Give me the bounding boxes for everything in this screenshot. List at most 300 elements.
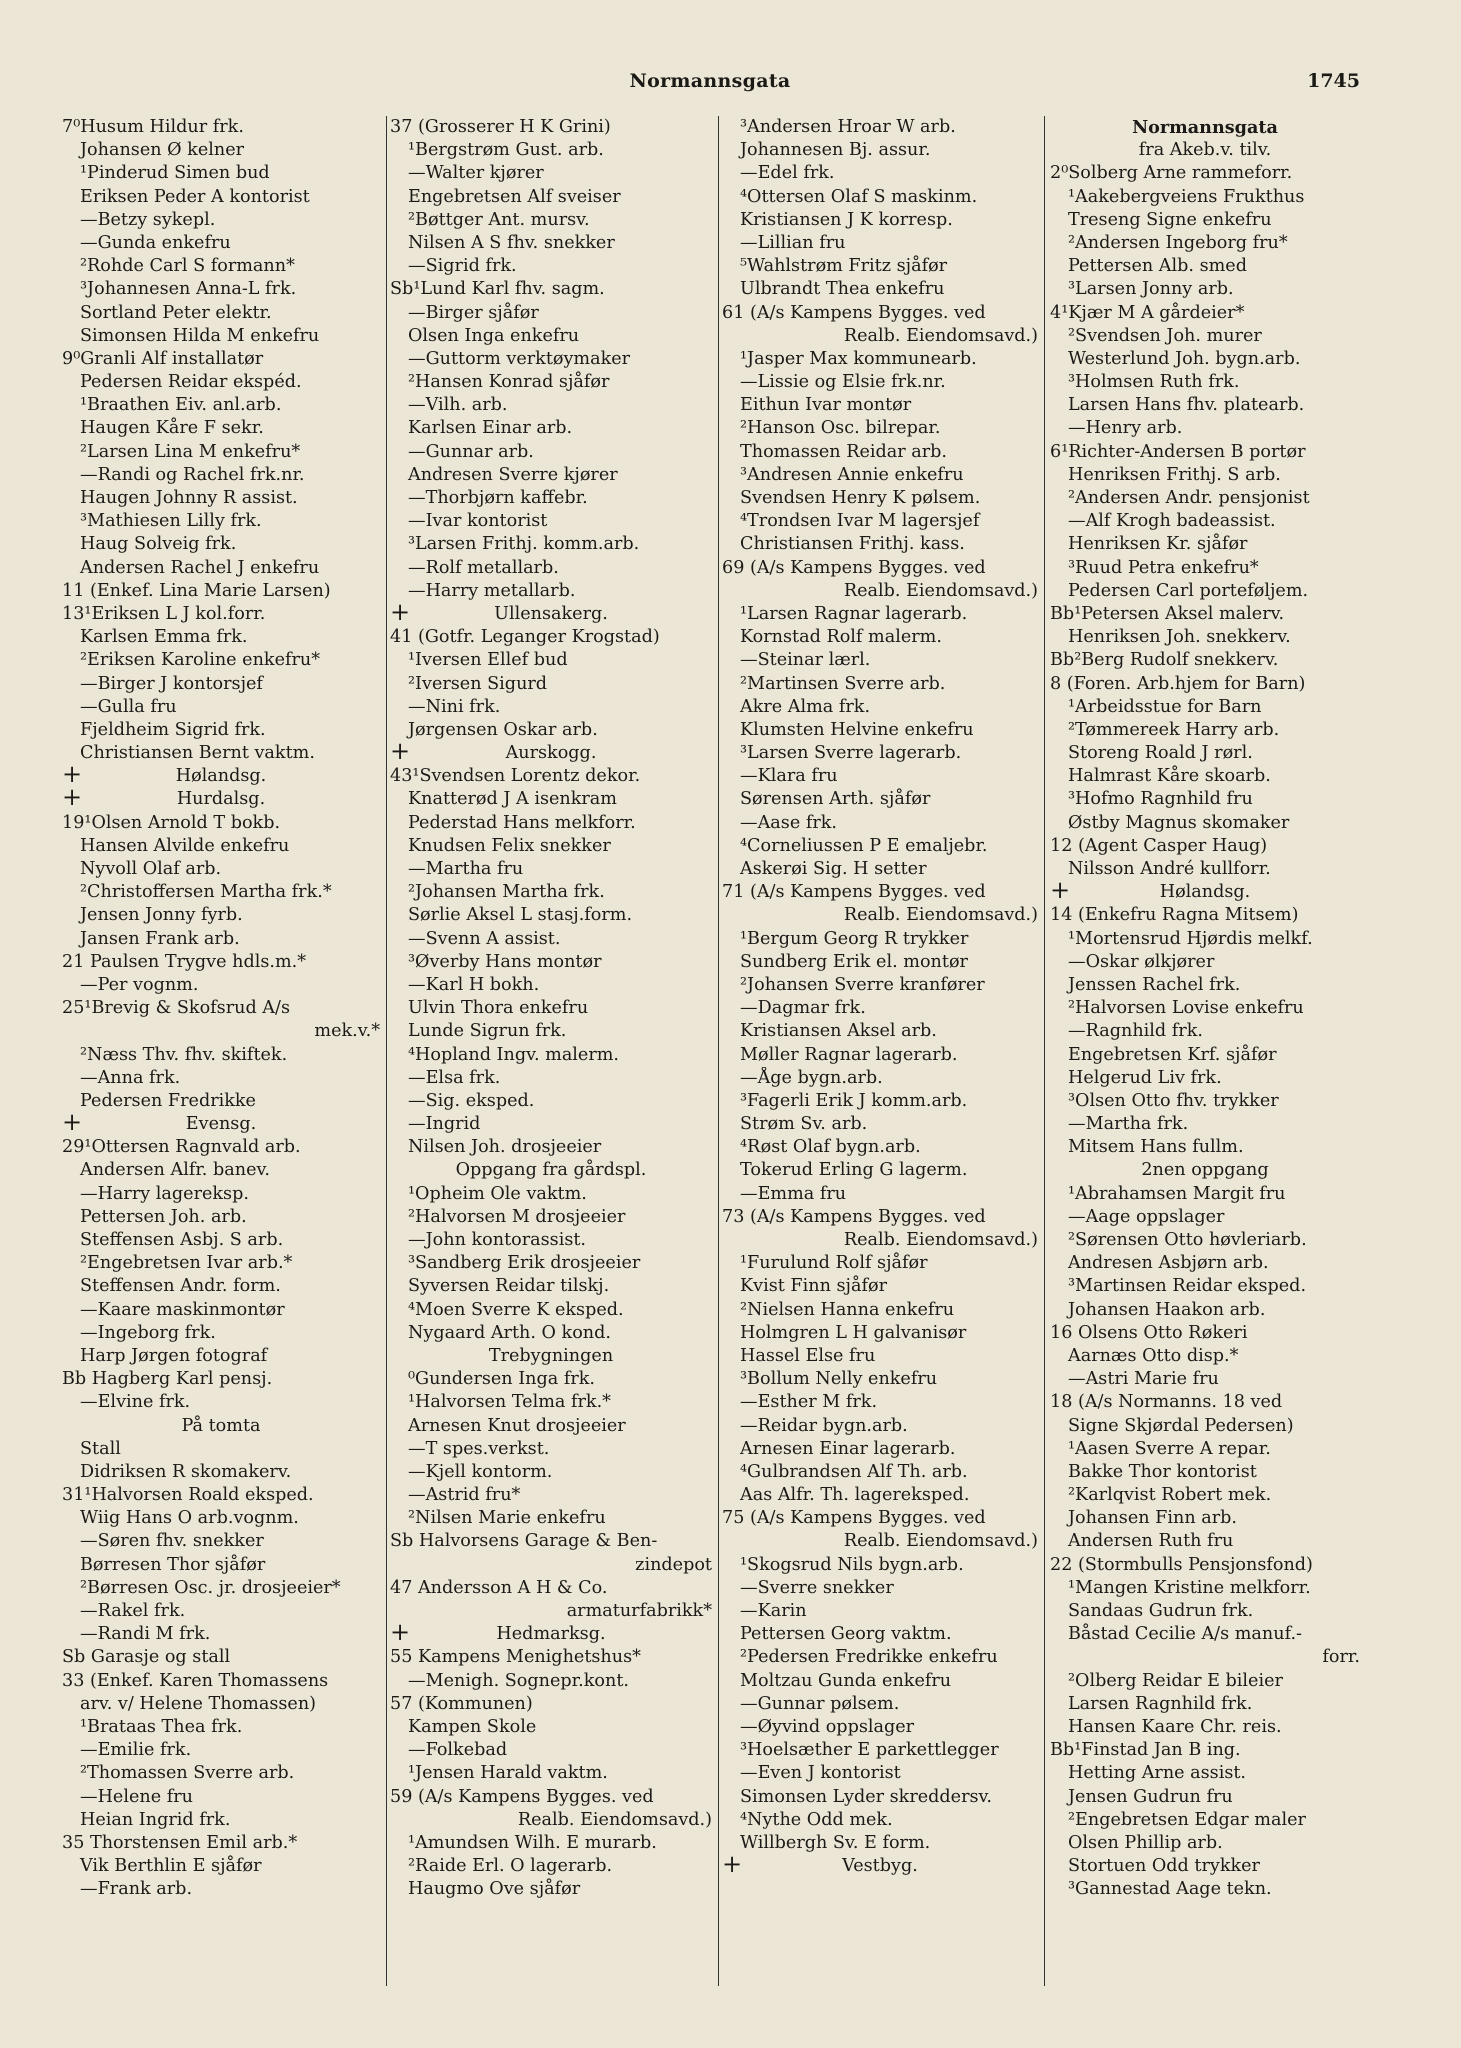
resident-entry: —Kaare maskinmontør (80, 1299, 285, 1320)
resident-entry: ²Thomassen Sverre arb. (80, 1763, 295, 1784)
resident-entry: ²Larsen Lina M enkefru* (80, 441, 301, 462)
resident-entry: Johannesen Bj. assur. (740, 140, 931, 161)
resident-entry: ⁰Gundersen Inga frk. (408, 1369, 596, 1390)
column-divider (718, 116, 719, 1986)
resident-entry: Pedersen Reidar ekspéd. (80, 372, 302, 393)
resident-entry: Eriksen Peder A kontorist (80, 186, 310, 207)
address-entry: 19¹Olsen Arnold T bokb. (62, 812, 281, 833)
resident-entry: ¹Abrahamsen Margit fru (1068, 1183, 1286, 1204)
resident-entry: ¹Bergstrøm Gust. arb. (408, 140, 604, 161)
resident-entry: Engebretsen Alf sveiser (408, 186, 621, 207)
resident-entry: Nygaard Arth. O kond. (408, 1322, 611, 1343)
resident-entry: —Elvine frk. (80, 1392, 191, 1413)
resident-entry: —Rakel frk. (80, 1601, 186, 1621)
resident-entry: —Harry metallarb. (408, 580, 576, 601)
resident-entry: ³Johannesen Anna-L frk. (80, 279, 297, 300)
resident-entry: Pedersen Fredrikke (80, 1090, 256, 1111)
directory-column-4 (1050, 116, 1360, 2002)
resident-entry: —Aage oppslager (1068, 1206, 1225, 1227)
resident-entry: —Ragnhild frk. (1068, 1021, 1203, 1042)
address-entry: 31¹Halvorsen Roald eksped. (62, 1485, 314, 1506)
address-entry: 14 (Enkefru Ragna Mitsem) (1050, 905, 1299, 926)
cross-street-name: Ullensakerg. (494, 603, 608, 624)
resident-entry: ²Iversen Sigurd (408, 673, 548, 694)
resident-entry: ²Rohde Carl S formann* (80, 256, 295, 277)
resident-entry: Eithun Ivar montør (740, 395, 912, 416)
resident-entry: Simonsen Lyder skreddersv. (740, 1786, 992, 1807)
resident-entry: Arnesen Einar lagerarb. (740, 1438, 956, 1459)
address-entry: 71 (A/s Kampens Bygges. ved (722, 882, 986, 903)
resident-entry: ¹Jensen Harald vaktm. (408, 1763, 608, 1784)
resident-entry: Harp Jørgen fotograf (80, 1345, 268, 1366)
resident-entry: ¹Aakebergveiens Frukthus (1068, 186, 1305, 207)
entry-continuation: armaturfabrikk* (566, 1601, 712, 1621)
resident-entry: Nilsen Joh. drosjeeier (408, 1137, 602, 1158)
resident-entry: ⁴Ottersen Olaf S maskinm. (740, 186, 978, 207)
resident-entry: ¹Opheim Ole vaktm. (408, 1183, 587, 1204)
resident-entry: Stortuen Odd trykker (1068, 1856, 1260, 1877)
cross-street-name: Hølandsg. (1159, 882, 1251, 903)
resident-entry: Knudsen Felix snekker (408, 835, 611, 856)
resident-entry: —Astrid fru* (408, 1485, 521, 1506)
resident-entry: Andersen Alfr. banev. (80, 1160, 270, 1181)
resident-entry: ¹Amundsen Wilh. E murarb. (408, 1832, 657, 1853)
resident-entry: —Åge bygn.arb. (740, 1067, 883, 1088)
resident-entry: Haug Solveig frk. (80, 534, 237, 555)
resident-entry: ³Gannestad Aage tekn. (1068, 1879, 1272, 1900)
address-entry: 33 (Enkef. Karen Thomassens (62, 1670, 329, 1691)
resident-entry: —Folkebad (408, 1740, 508, 1761)
resident-entry: Halmrast Kåre skoarb. (1068, 766, 1271, 787)
resident-entry: Engebretsen Krf. sjåfør (1068, 1044, 1277, 1065)
resident-entry: Hassel Else fru (740, 1345, 876, 1366)
resident-entry: Pettersen Joh. arb. (80, 1206, 247, 1227)
resident-entry: ⁵Wahlstrøm Fritz sjåfør (740, 256, 948, 277)
resident-entry: ⁴Hopland Ingv. malerm. (408, 1044, 620, 1065)
resident-entry: ³Larsen Jonny arb. (1068, 279, 1234, 300)
resident-entry: ³Larsen Sverre lagerarb. (740, 743, 962, 764)
resident-entry: —Frank arb. (80, 1879, 193, 1900)
resident-entry: —Per vognm. (80, 974, 199, 995)
address-entry: 7⁰Husum Hildur frk. (62, 117, 244, 137)
resident-entry: ²Martinsen Sverre arb. (740, 673, 946, 694)
resident-entry: Willbergh Sv. E form. (740, 1832, 931, 1853)
resident-entry: Steffensen Andr. form. (80, 1276, 281, 1297)
resident-entry: ³Øverby Hans montør (408, 951, 602, 972)
resident-entry: —Alf Krogh badeassist. (1068, 511, 1276, 532)
resident-entry: ²Bøttger Ant. mursv. (408, 209, 590, 230)
resident-entry: ²Johansen Sverre kranfører (740, 974, 985, 995)
resident-entry: Johansen Haakon arb. (1068, 1299, 1266, 1320)
address-entry: 4¹Kjær M A gårdeier* (1050, 302, 1245, 323)
resident-entry: Signe Skjørdal Pedersen) (1068, 1415, 1294, 1436)
address-entry: 11 (Enkef. Lina Marie Larsen) (62, 580, 331, 601)
resident-entry: Haugmo Ove sjåfør (408, 1879, 581, 1900)
resident-entry: —Gunnar pølsem. (740, 1693, 900, 1714)
resident-entry: Olsen Inga enkefru (408, 325, 580, 346)
resident-entry: ¹Braathen Eiv. anl.arb. (80, 395, 282, 416)
resident-entry: Storeng Roald J rørl. (1068, 743, 1253, 764)
resident-entry: Stall (80, 1438, 121, 1459)
resident-entry: Simonsen Hilda M enkefru (80, 325, 320, 346)
resident-entry: Ulvin Thora enkefru (408, 998, 589, 1019)
resident-entry: Hansen Kaare Chr. reis. (1068, 1716, 1282, 1737)
resident-entry: —Emilie frk. (80, 1740, 192, 1761)
entry-continuation: mek.v.* (314, 1021, 380, 1042)
resident-entry: Askerøi Sig. H setter (740, 859, 927, 879)
page-title: Normannsgata (629, 70, 791, 92)
resident-entry: Bakke Thor kontorist (1068, 1461, 1257, 1482)
resident-entry: Pedersen Carl porteføljem. (1068, 580, 1309, 601)
resident-entry: Pettersen Georg vaktm. (740, 1624, 952, 1645)
resident-entry: ³Sandberg Erik drosjeeier (408, 1253, 641, 1274)
resident-entry: —Ivar kontorist (408, 511, 548, 532)
resident-entry: —T spes.verkst. (408, 1438, 550, 1459)
resident-entry: Helgerud Liv frk. (1068, 1067, 1222, 1088)
resident-entry: Jensen Jonny fyrb. (80, 905, 243, 926)
resident-entry: —Lissie og Elsie frk.nr. (740, 372, 946, 393)
entry-continuation: forr. (1322, 1647, 1360, 1668)
resident-entry: ¹Bergum Georg R trykker (740, 928, 969, 949)
resident-entry: ²Halvorsen M drosjeeier (408, 1206, 626, 1227)
resident-entry: Henriksen Frithj. S arb. (1068, 464, 1281, 485)
address-entry: Sb¹Lund Karl fhv. sagm. (390, 279, 605, 300)
resident-entry: ³Andresen Annie enkefru (740, 464, 964, 485)
resident-entry: Nilsen A S fhv. snekker (408, 232, 615, 253)
resident-entry: —Sig. eksped. (408, 1090, 535, 1111)
address-entry: 47 Andersson A H & Co. (390, 1577, 608, 1598)
resident-entry: —Randi M frk. (80, 1624, 211, 1645)
address-entry: 75 (A/s Kampens Bygges. ved (722, 1508, 986, 1529)
address-entry: 25¹Brevig & Skofsrud A/s (62, 998, 290, 1019)
resident-entry: Kristiansen Aksel arb. (740, 1021, 937, 1042)
address-entry: 2⁰Solberg Arne rammeforr. (1050, 163, 1293, 184)
address-entry: 8 (Foren. Arb.hjem for Barn) (1050, 673, 1306, 694)
resident-entry: Klumsten Helvine enkefru (740, 719, 974, 740)
resident-entry: Holmgren L H galvanisør (740, 1322, 967, 1343)
resident-entry: ⁴Corneliussen P E emaljebr. (740, 835, 988, 856)
resident-entry: —Even J kontorist (740, 1763, 901, 1784)
resident-entry: Andersen Ruth fru (1068, 1531, 1234, 1552)
resident-entry: —Birger sjåfør (408, 302, 539, 323)
resident-entry: Kornstad Rolf malerm. (740, 627, 942, 648)
resident-entry: —Henry arb. (1068, 418, 1183, 439)
resident-entry: Christiansen Frithj. kass. (740, 534, 965, 555)
resident-entry: —Steinar lærl. (740, 650, 871, 671)
resident-entry: Thomassen Reidar arb. (740, 441, 948, 462)
resident-entry: Vik Berthlin E sjåfør (80, 1856, 262, 1877)
cross-icon: + (62, 788, 83, 812)
cross-icon: + (390, 602, 411, 626)
resident-entry: ¹Mortensrud Hjørdis melkf. (1068, 928, 1313, 949)
section-label: Oppgang fra gårdspl. (455, 1160, 647, 1181)
address-entry: 61 (A/s Kampens Bygges. ved (722, 302, 986, 323)
address-entry: 35 Thorstensen Emil arb.* (62, 1832, 298, 1853)
resident-entry: ²Halvorsen Lovise enkefru (1068, 998, 1304, 1019)
resident-entry: ³Bollum Nelly enkefru (740, 1369, 938, 1390)
resident-entry: Arnesen Knut drosjeeier (408, 1415, 626, 1436)
resident-entry: Kristiansen J K korresp. (740, 209, 953, 230)
resident-entry: Jensen Gudrun fru (1068, 1786, 1233, 1807)
address-entry: 6¹Richter-Andersen B portør (1050, 441, 1306, 462)
cross-street (1050, 881, 1360, 904)
cross-icon: + (1050, 881, 1071, 905)
resident-entry: ²Hanson Osc. bilrepar. (740, 418, 941, 439)
cross-street (390, 603, 712, 626)
page-number: 1745 (1307, 70, 1360, 92)
resident-entry: ²Raide Erl. O lagerarb. (408, 1856, 613, 1877)
resident-entry: —Astri Marie fru (1068, 1369, 1219, 1390)
cross-street-name: Evensg. (185, 1114, 257, 1135)
resident-entry: ²Andersen Ingeborg fru* (1068, 232, 1288, 253)
resident-entry: Christiansen Bernt vaktm. (80, 743, 315, 764)
resident-entry: ³Olsen Otto fhv. trykker (1068, 1090, 1279, 1111)
address-entry: Bb Hagberg Karl pensj. (62, 1369, 273, 1390)
resident-entry: —Kjell kontorm. (408, 1461, 553, 1482)
cross-icon: + (390, 742, 411, 766)
resident-entry: ²Pedersen Fredrikke enkefru (740, 1647, 998, 1668)
section-label: På tomta (181, 1415, 261, 1436)
resident-entry: Larsen Hans fhv. platearb. (1068, 395, 1305, 416)
resident-entry: Sørlie Aksel L stasj.form. (408, 905, 633, 926)
resident-entry: Nyvoll Olaf arb. (80, 859, 222, 879)
address-entry: 9⁰Granli Alf installatør (62, 348, 264, 369)
resident-entry: ²Hansen Konrad sjåfør (408, 372, 610, 393)
resident-entry: Strøm Sv. arb. (740, 1114, 868, 1135)
resident-entry: Ulbrandt Thea enkefru (740, 279, 945, 300)
resident-entry: Pederstad Hans melkforr. (408, 812, 636, 833)
resident-entry: Karlsen Emma frk. (80, 627, 248, 648)
address-entry: 18 (A/s Normanns. 18 ved (1050, 1392, 1283, 1413)
resident-entry: Børresen Thor sjåfør (80, 1554, 266, 1575)
resident-entry: ¹Larsen Ragnar lagerarb. (740, 603, 968, 624)
resident-entry: —Martha frk. (1068, 1114, 1189, 1135)
resident-entry: Jørgensen Oskar arb. (408, 719, 598, 740)
resident-entry: Henriksen Joh. snekkerv. (1068, 627, 1291, 648)
resident-entry: ¹Jasper Max kommunearb. (740, 348, 977, 369)
resident-entry: —Thorbjørn kaffebr. (408, 488, 588, 508)
address-entry: Sb Garasje og stall (62, 1647, 231, 1668)
resident-entry: —Anna frk. (80, 1067, 181, 1088)
resident-entry: Andresen Asbjørn arb. (1068, 1253, 1269, 1274)
resident-entry: Lunde Sigrun frk. (408, 1021, 567, 1042)
resident-entry: ²Engebretsen Edgar maler (1068, 1809, 1306, 1830)
resident-entry: ²Christoffersen Martha frk.* (80, 882, 332, 903)
resident-entry: ³Mathiesen Lilly frk. (80, 511, 262, 532)
resident-entry: ²Andersen Andr. pensjonist (1068, 488, 1310, 508)
address-entry: Sb Halvorsens Garage & Ben- (390, 1531, 658, 1552)
resident-entry: Kvist Finn sjåfør (740, 1276, 887, 1297)
resident-entry: —Esther M frk. (740, 1392, 878, 1413)
resident-entry: Kampen Skole (408, 1716, 537, 1737)
resident-entry: Haugen Johnny R assist. (80, 488, 298, 508)
resident-entry: ¹Pinderud Simen bud (80, 163, 270, 184)
resident-entry: ²Børresen Osc. jr. drosjeeier* (80, 1577, 341, 1598)
cross-street (722, 1855, 1038, 1878)
cross-icon: + (722, 1855, 743, 1879)
resident-entry: Syversen Reidar tilskj. (408, 1276, 610, 1297)
resident-entry: ³Fagerli Erik J komm.arb. (740, 1090, 968, 1111)
resident-entry: —Elsa frk. (408, 1067, 501, 1088)
resident-entry: —Lillian fru (740, 232, 846, 253)
directory-column-2 (390, 116, 712, 2002)
cross-icon: + (62, 765, 83, 789)
resident-entry: Jenssen Rachel frk. (1068, 974, 1241, 995)
section-label: 2nen oppgang (1141, 1160, 1269, 1181)
resident-entry: ³Martinsen Reidar eksped. (1068, 1276, 1307, 1297)
resident-entry: ¹Skogsrud Nils bygn.arb. (740, 1554, 964, 1575)
address-entry: 29¹Ottersen Ragnvald arb. (62, 1137, 301, 1158)
resident-entry: Larsen Ragnhild frk. (1068, 1693, 1253, 1714)
resident-entry: Olsen Phillip arb. (1068, 1832, 1223, 1853)
cross-street-name: Aurskogg. (505, 743, 597, 764)
entry-continuation: Realb. Eiendomsavd.) (843, 905, 1038, 926)
resident-entry: Tokerud Erling G lagerm. (740, 1160, 968, 1181)
resident-entry: Haugen Kåre F sekr. (80, 418, 264, 439)
resident-entry: —Gulla fru (80, 696, 177, 717)
address-entry: 57 (Kommunen) (390, 1693, 533, 1714)
resident-entry: —Randi og Rachel frk.nr. (80, 464, 305, 485)
resident-entry: —Gunnar arb. (408, 441, 534, 462)
cross-street (62, 1113, 380, 1136)
address-entry: Bb²Berg Rudolf snekkerv. (1050, 650, 1279, 671)
resident-entry: Aarnæs Otto disp.* (1068, 1345, 1239, 1366)
resident-entry: Sortland Peter elektr. (80, 302, 272, 323)
cross-street (390, 1623, 712, 1646)
cross-icon: + (62, 1113, 83, 1137)
resident-entry: —Emma fru (740, 1183, 847, 1204)
resident-entry: Møller Ragnar lagerarb. (740, 1044, 958, 1065)
resident-entry: —Reidar bygn.arb. (740, 1415, 908, 1436)
resident-entry: Sundberg Erik el. montør (740, 951, 968, 972)
cross-street-name: Hølandsg. (175, 766, 267, 787)
resident-entry: Moltzau Gunda enkefru (740, 1670, 952, 1691)
entry-continuation: Realb. Eiendomsavd.) (517, 1809, 712, 1830)
resident-entry: —Øyvind oppslager (740, 1716, 915, 1737)
column-divider (1044, 116, 1045, 1986)
resident-entry: —Betzy sykepl. (80, 209, 216, 230)
entry-continuation: Realb. Eiendomsavd.) (843, 580, 1038, 601)
page-header (60, 70, 1360, 96)
resident-entry: —Walter kjører (408, 163, 544, 184)
resident-entry: ²Næss Thv. fhv. skiftek. (80, 1044, 288, 1065)
resident-entry: ²Engebretsen Ivar arb.* (80, 1253, 293, 1274)
resident-entry: ³Hofmo Ragnhild fru (1068, 789, 1253, 810)
resident-entry: ⁴Nythe Odd mek. (740, 1809, 893, 1830)
resident-entry: ²Nilsen Marie enkefru (408, 1508, 606, 1529)
resident-entry: ¹Iversen Ellef bud (408, 650, 568, 671)
address-entry: 41 (Gotfr. Leganger Krogstad) (390, 627, 660, 648)
resident-entry: Akre Alma frk. (740, 696, 871, 717)
section-subtitle: fra Akeb.v. tilv. (1138, 140, 1272, 161)
resident-entry: —Søren fhv. snekker (80, 1531, 264, 1552)
resident-entry: ²Sørensen Otto høvleriarb. (1068, 1230, 1307, 1250)
resident-entry: —Sverre snekker (740, 1577, 894, 1598)
address-entry: 73 (A/s Kampens Bygges. ved (722, 1206, 986, 1227)
resident-entry: —Harry lagereksp. (80, 1183, 249, 1204)
resident-entry: —Klara fru (740, 766, 838, 787)
resident-entry: —Aase frk. (740, 812, 837, 833)
section-label: Trebygningen (488, 1345, 614, 1366)
resident-entry: Fjeldheim Sigrid frk. (80, 719, 266, 740)
resident-entry: ¹Mangen Kristine melkforr. (1068, 1577, 1311, 1598)
resident-entry: —Gunda enkefru (80, 232, 231, 253)
resident-entry: Treseng Signe enkefru (1068, 209, 1272, 230)
resident-entry: Henriksen Kr. sjåfør (1068, 534, 1248, 555)
resident-entry: —Birger J kontorsjef (80, 673, 263, 694)
address-entry: 59 (A/s Kampens Bygges. ved (390, 1786, 654, 1807)
resident-entry: —Rolf metallarb. (408, 557, 559, 578)
resident-entry: ²Nielsen Hanna enkefru (740, 1299, 955, 1320)
resident-entry: Sandaas Gudrun frk. (1068, 1601, 1254, 1621)
resident-entry: —Karl H bokh. (408, 974, 540, 995)
cross-icon: + (390, 1623, 411, 1647)
resident-entry: Hansen Alvilde enkefru (80, 835, 290, 856)
resident-entry: Pettersen Alb. smed (1068, 256, 1247, 277)
resident-entry: —Svenn A assist. (408, 928, 561, 949)
resident-entry: Knatterød J A isenkram (408, 789, 617, 810)
resident-entry: —Ingrid (408, 1114, 481, 1135)
column-divider (386, 116, 387, 1986)
resident-entry: Østby Magnus skomaker (1068, 812, 1290, 833)
resident-entry: ²Olberg Reidar E bileier (1068, 1670, 1283, 1691)
address-entry: 21 Paulsen Trygve hdls.m.* (62, 951, 307, 972)
resident-entry: —Edel frk. (740, 163, 835, 184)
resident-entry: ¹Furulund Rolf sjåfør (740, 1253, 928, 1274)
address-entry: 12 (Agent Casper Haug) (1050, 835, 1268, 856)
address-entry: Bb¹Petersen Aksel malerv. (1050, 603, 1285, 624)
resident-entry: ²Johansen Martha frk. (408, 882, 605, 903)
resident-entry: Aas Alfr. Th. lagereksped. (740, 1485, 970, 1506)
cross-street (390, 742, 712, 765)
resident-entry: ³Hoelsæther E parkettlegger (740, 1740, 999, 1761)
resident-entry: Hetting Arne assist. (1068, 1763, 1247, 1784)
resident-entry: Mitsem Hans fullm. (1068, 1137, 1244, 1158)
resident-entry: ²Karlqvist Robert mek. (1068, 1485, 1272, 1506)
resident-entry: —Menigh. Sognepr.kont. (408, 1670, 629, 1691)
entry-continuation: Realb. Eiendomsavd.) (843, 325, 1038, 346)
resident-entry: Johansen Finn arb. (1068, 1508, 1238, 1529)
resident-entry: —Oskar ølkjører (1068, 951, 1215, 972)
address-entry: 13¹Eriksen L J kol.forr. (62, 603, 266, 624)
resident-entry: ⁴Gulbrandsen Alf Th. arb. (740, 1461, 968, 1482)
section-title: Normannsgata (1132, 117, 1278, 138)
address-entry: 43¹Svendsen Lorentz dekor. (390, 766, 641, 787)
resident-entry: ²Svendsen Joh. murer (1068, 325, 1262, 346)
resident-entry: —Helene fru (80, 1786, 193, 1807)
resident-entry: Heian Ingrid frk. (80, 1809, 231, 1830)
resident-entry: ¹Halvorsen Telma frk.* (408, 1392, 611, 1413)
resident-entry: Båstad Cecilie A/s manuf.- (1068, 1624, 1302, 1645)
resident-entry: Andresen Sverre kjører (408, 464, 618, 485)
resident-entry: Westerlund Joh. bygn.arb. (1068, 348, 1301, 369)
directory-column-3 (722, 116, 1038, 2002)
resident-entry: —Guttorm verktøymaker (408, 348, 631, 369)
resident-entry: ³Larsen Frithj. komm.arb. (408, 534, 640, 555)
directory-column-1 (62, 116, 380, 2002)
resident-entry: Didriksen R skomakerv. (80, 1461, 292, 1482)
resident-entry: Karlsen Einar arb. (408, 418, 573, 439)
resident-entry: —Ingeborg frk. (80, 1322, 216, 1343)
resident-entry: ³Holmsen Ruth frk. (1068, 372, 1240, 393)
resident-entry: arv. v/ Helene Thomassen) (80, 1693, 317, 1714)
resident-entry: Johansen Ø kelner (80, 140, 245, 161)
resident-entry: ²Tømmereek Harry arb. (1068, 719, 1280, 740)
resident-entry: —Nini frk. (408, 696, 501, 717)
address-entry: 55 Kampens Menighetshus* (390, 1647, 641, 1668)
resident-entry: —Martha fru (408, 859, 524, 879)
resident-entry: Wiig Hans O arb.vognm. (80, 1508, 299, 1529)
